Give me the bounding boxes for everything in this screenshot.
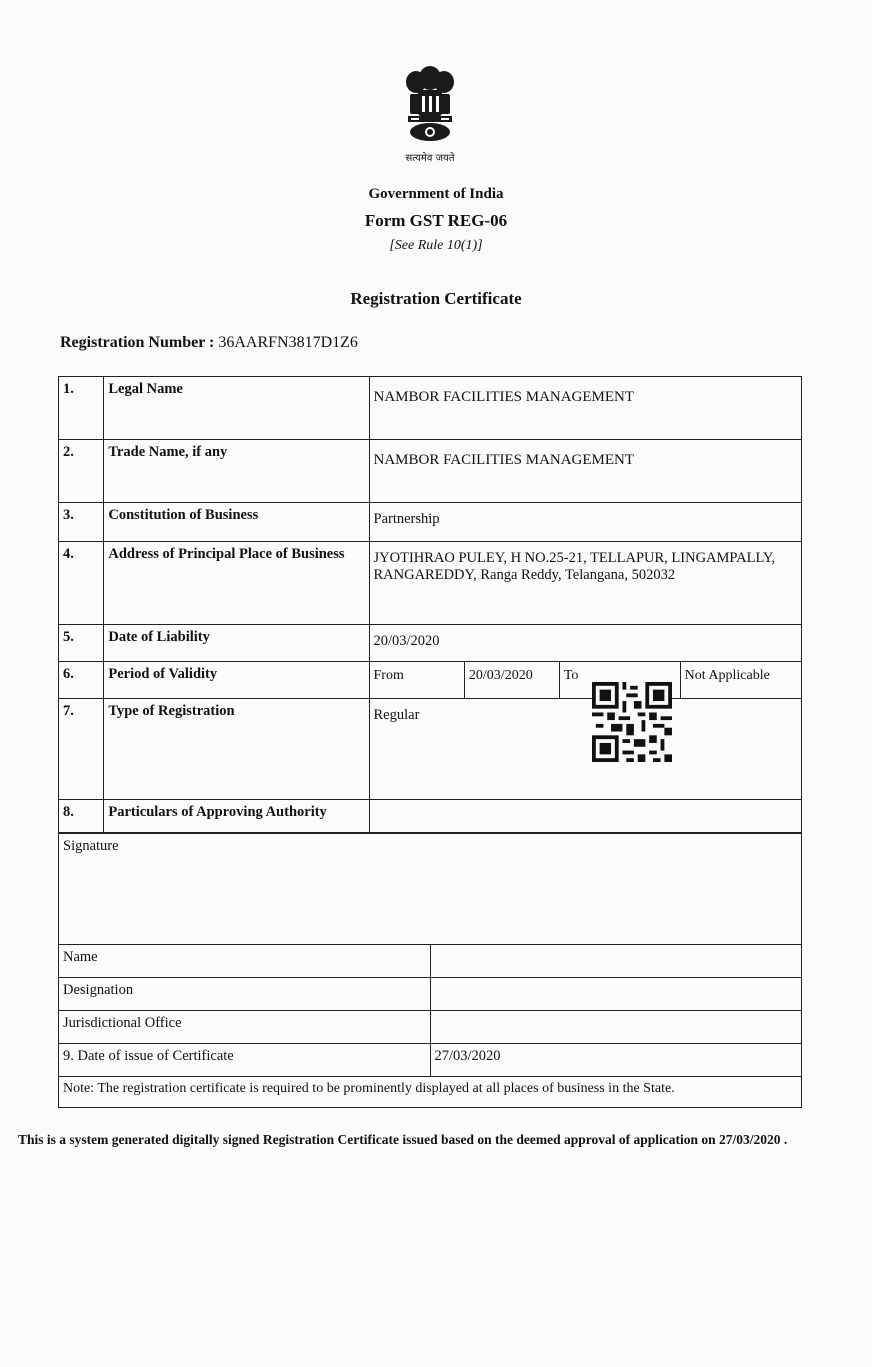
row-label: Period of Validity xyxy=(104,662,369,699)
trade-name-value: NAMBOR FACILITIES MANAGEMENT xyxy=(369,440,802,503)
certificate-form xyxy=(58,376,802,1096)
validity-to-label: To xyxy=(559,662,680,698)
table-row xyxy=(59,625,802,662)
government-heading: Government of India xyxy=(368,186,504,202)
table-row xyxy=(59,945,802,978)
national-emblem xyxy=(396,64,464,164)
row-label: Particulars of Approving Authority xyxy=(104,800,369,833)
registration-number-value: 36AARFN3817D1Z6 xyxy=(218,334,358,351)
details-table xyxy=(58,376,802,833)
table-row xyxy=(59,440,802,503)
form-heading: Form GST REG-06 xyxy=(364,211,508,230)
row-number: 5. xyxy=(59,625,104,662)
row-label: Constitution of Business xyxy=(104,503,369,542)
row-number: 2. xyxy=(59,440,104,503)
validity-table xyxy=(370,662,802,698)
row-label: Type of Registration xyxy=(104,699,369,800)
table-row xyxy=(59,699,802,800)
name-label: Name xyxy=(59,945,431,978)
designation-value xyxy=(430,978,802,1011)
row-label: Address of Principal Place of Business xyxy=(104,542,369,625)
authority-table xyxy=(58,833,802,1108)
approving-authority-value xyxy=(369,800,802,833)
table-row xyxy=(59,1044,802,1077)
row-label: Trade Name, if any xyxy=(104,440,369,503)
issue-date-label: 9. Date of issue of Certificate xyxy=(59,1044,431,1077)
validity-cell xyxy=(369,662,802,699)
table-row xyxy=(59,662,802,699)
ashoka-emblem-icon xyxy=(396,64,464,146)
registration-number-line xyxy=(60,334,358,352)
qr-code-icon xyxy=(592,682,672,762)
row-number: 4. xyxy=(59,542,104,625)
liability-date-value: 20/03/2020 xyxy=(369,625,802,662)
table-row xyxy=(59,800,802,833)
legal-name-value: NAMBOR FACILITIES MANAGEMENT xyxy=(369,377,802,440)
row-label: Date of Liability xyxy=(104,625,369,662)
validity-to-value: Not Applicable xyxy=(684,668,770,683)
address-value: JYOTIHRAO PULEY, H NO.25-21, TELLAPUR, LINGAMPALLY, RANGAREDDY, Ranga Reddy, Telangana, 502032 xyxy=(369,542,802,625)
row-number: 7. xyxy=(59,699,104,800)
row-number: 6. xyxy=(59,662,104,699)
table-row xyxy=(59,377,802,440)
table-row xyxy=(59,503,802,542)
certificate-title: Registration Certificate xyxy=(350,289,522,308)
row-number: 1. xyxy=(59,377,104,440)
office-value xyxy=(430,1011,802,1044)
row-label: Legal Name xyxy=(104,377,369,440)
office-label: Jurisdictional Office xyxy=(59,1011,431,1044)
issue-date-value: 27/03/2020 xyxy=(430,1044,802,1077)
row-number: 3. xyxy=(59,503,104,542)
table-row xyxy=(59,978,802,1011)
row-number: 8. xyxy=(59,800,104,833)
emblem-motto: सत्यमेव जयते xyxy=(405,153,455,164)
table-row xyxy=(59,1011,802,1044)
registration-type-value: Regular xyxy=(369,699,802,800)
signature-cell: Signature xyxy=(59,834,802,945)
display-note: Note: The registration certificate is required to be prominently displayed at all places of business in the State. xyxy=(59,1077,802,1108)
constitution-value: Partnership xyxy=(369,503,802,542)
validity-from-label: From xyxy=(370,662,465,698)
system-generated-footer: This is a system generated digitally signed Registration Certificate issued based on the deemed approval of application on 27/03/2020 . xyxy=(18,1132,788,1147)
validity-from-value: 20/03/2020 xyxy=(464,662,559,698)
qr-code xyxy=(592,682,672,762)
table-row xyxy=(59,542,802,625)
registration-number-label: Registration Number : xyxy=(60,334,215,351)
designation-label: Designation xyxy=(59,978,431,1011)
rule-reference: [See Rule 10(1)] xyxy=(389,238,483,253)
name-value xyxy=(430,945,802,978)
